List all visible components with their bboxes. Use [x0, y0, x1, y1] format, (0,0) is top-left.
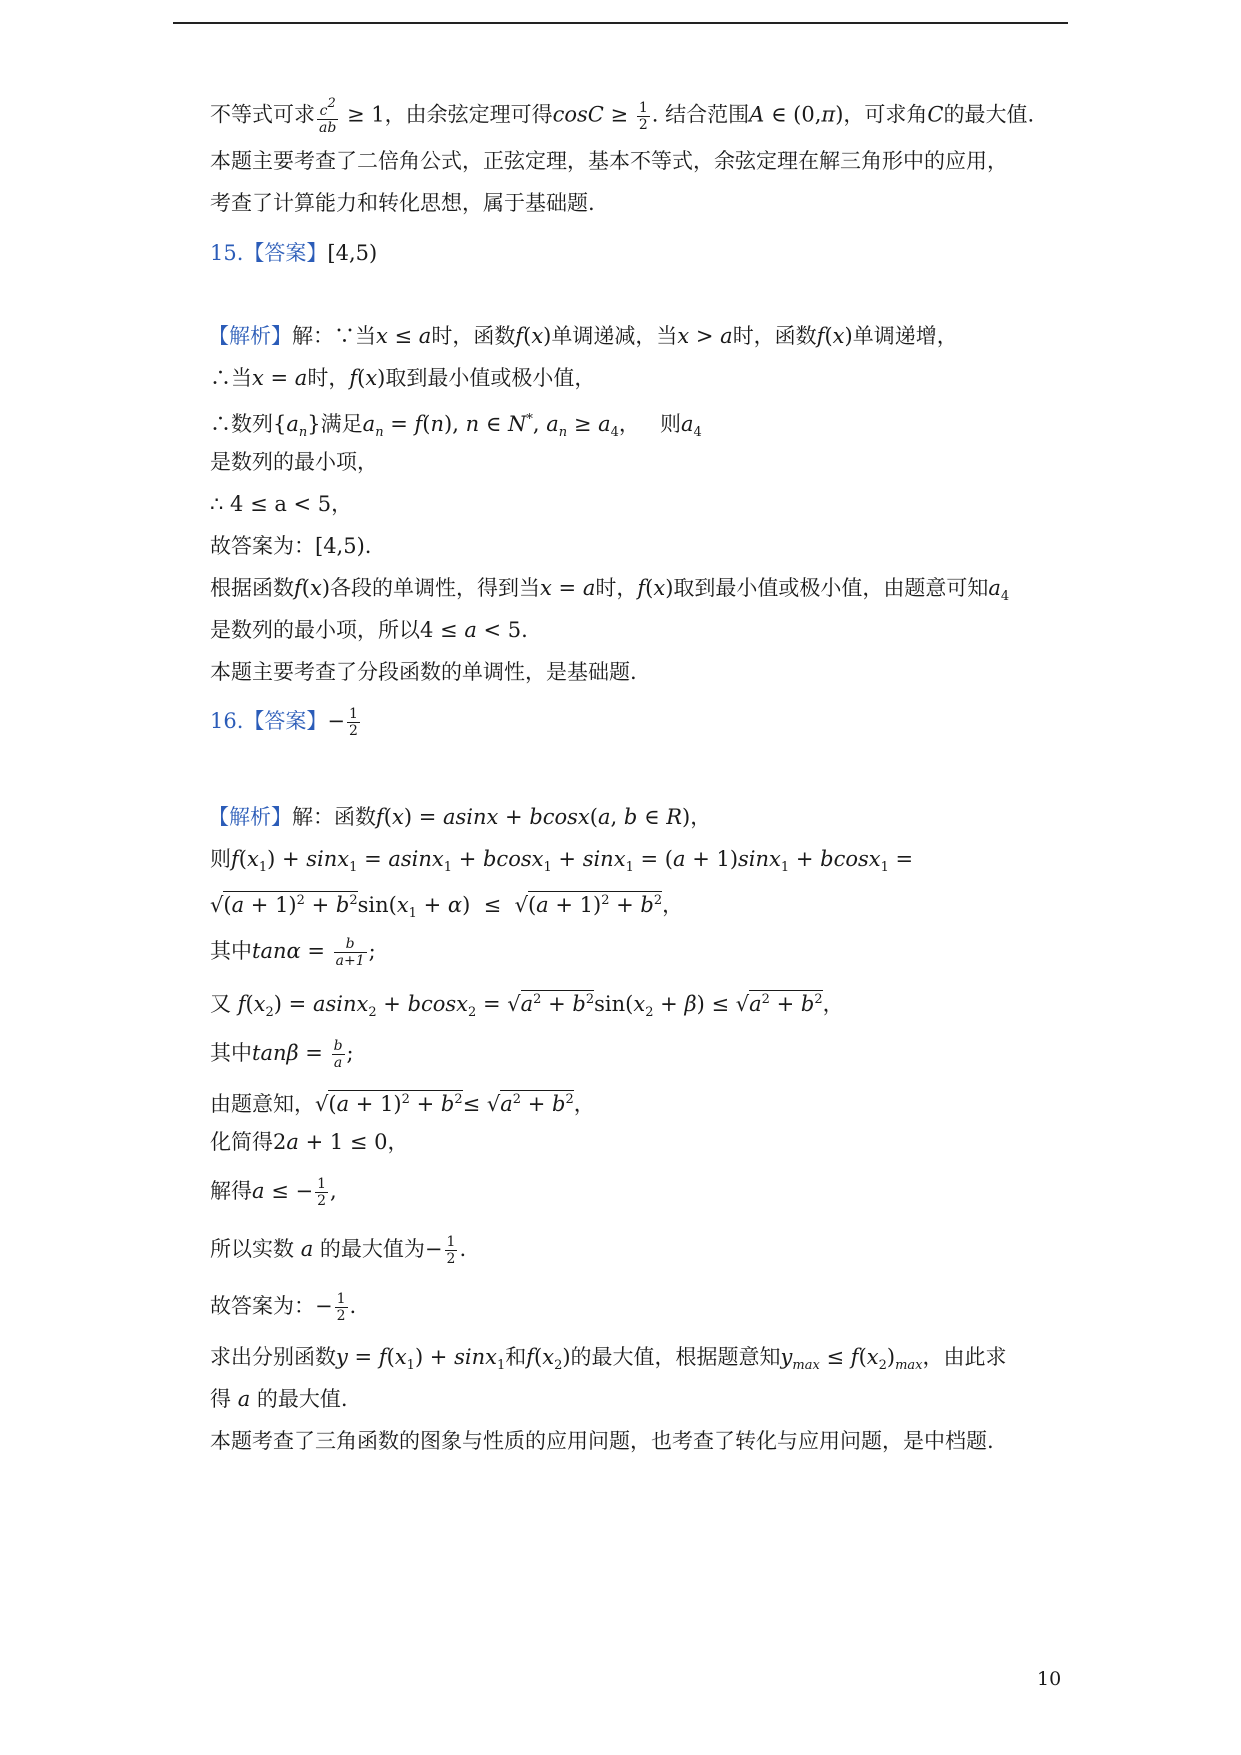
- q16-answer-line: 16.【答案】− $\frac{1}{2}$: [210, 706, 358, 739]
- q16-analysis-line-2: 则$f(x_1) + \sin x_1 = asinx_1 + bcosx_1 + \sin x_1 = (a + 1)\sin x_1 + bcosx_1$ =: [210, 847, 914, 875]
- q15-analysis-line-6: 故答案为：[4,5).: [210, 534, 372, 558]
- fraction-one-half: $\frac{1}{2}$: [446, 1234, 456, 1267]
- q16-analysis-line-12: 求出分别函数$y = f(x_1) + \sin x_1$和$f(x_2)$的最大值，根据题意知$y_{max} \le f(x_2)_{max}$，由此求: [210, 1345, 1007, 1373]
- q15-analysis-line-9: 本题主要考查了分段函数的单调性，是基础题.: [210, 660, 637, 684]
- text-line-1: 不等式可求 $\frac{c^2}{ab}$ ≥ 1，由余弦定理可得cosC ≥ $\frac{1}{2}$ . 结合范围A ∈ (0,π)，可求角C的最大值.: [210, 96, 1035, 136]
- q16-analysis-line-1: 【解析】解：函数f(x) = asinx + bcosx(a, b ∈ R)，: [208, 805, 712, 829]
- fraction-one-half: $\frac{1}{2}$: [336, 1291, 346, 1324]
- header-rule: [173, 22, 1068, 24]
- text-line-2: 本题主要考查了二倍角公式，正弦定理，基本不等式，余弦定理在解三角形中的应用，: [210, 149, 1008, 173]
- q16-analysis-line-14: 本题考查了三角函数的图象与性质的应用问题，也考查了转化与应用问题，是中档题.: [210, 1429, 994, 1453]
- q15-analysis-line-8: 是数列的最小项，所以4 ≤ a < 5.: [210, 618, 528, 642]
- fraction-one-half: $\frac{1}{2}$: [317, 1176, 326, 1209]
- q15-analysis-line-7: 根据函数f(x)各段的单调性，得到当x = a时，f(x)取到最小值或极小值，由题意可知$a_4$: [210, 576, 1010, 604]
- q15-analysis-line-5: ∴ 4 ≤ a < 5，: [210, 492, 353, 516]
- fraction-b-over-a-plus-1: $\frac{b}{a+1}$: [335, 936, 365, 969]
- q16-analysis-line-4: 其中tanα = $\frac{b}{a+1}$ ;: [210, 936, 376, 969]
- q16-analysis-line-5: 又 $f(x_2) = asinx_2 + bcosx_2 = √a^2 + b^2\sin(x_2 + \beta) \le √a^2 + b^2$，: [210, 992, 844, 1020]
- q15-analysis-line-3: ∴数列$\{a_n\}$满足$a_n = f(n)$, n ∈ N*, $a_n \ge a_4$， 则$a_4$: [210, 412, 702, 440]
- q16-analysis-line-3: $√(a + 1)^2 + b^2\sin(x_1 + \alpha) \le √(a + 1)^2 + b^2$，: [210, 893, 684, 921]
- fraction-c2-ab: $\frac{c^2}{ab}$: [319, 96, 337, 136]
- q16-analysis-line-8: 化简得2a + 1 ≤ 0，: [210, 1130, 409, 1154]
- q15-analysis-line-1: 【解析】解：∵当x ≤ a时，函数f(x)单调递减，当x > a时，函数f(x)单调递增，: [208, 324, 958, 348]
- q15-analysis-line-2: ∴当x = a时，f(x)取到最小值或极小值，: [210, 366, 596, 390]
- q15-answer-line: 15.【答案】[4,5): [210, 241, 378, 265]
- fraction-one-half: $\frac{1}{2}$: [638, 99, 648, 133]
- fraction-one-half: $\frac{1}{2}$: [349, 706, 358, 739]
- q16-analysis-line-9: 解得a ≤ − $\frac{1}{2}$ ,: [210, 1176, 337, 1209]
- fraction-b-over-a: $\frac{b}{a}$: [333, 1038, 343, 1071]
- q16-analysis-line-6: 其中tanβ = $\frac{b}{a}$ ;: [210, 1038, 354, 1071]
- q16-analysis-line-11: 故答案为：− $\frac{1}{2}$ .: [210, 1291, 357, 1324]
- q15-analysis-line-4: 是数列的最小项，: [210, 450, 378, 474]
- page-number: 10: [1037, 1668, 1062, 1690]
- q16-analysis-line-13: 得 a 的最大值.: [210, 1387, 348, 1411]
- q16-analysis-line-7: 由题意知，$√(a + 1)^2 + b^2\le √a^2 + b^2$，: [210, 1092, 595, 1116]
- text-line-3: 考查了计算能力和转化思想，属于基础题.: [210, 191, 595, 215]
- q16-analysis-line-10: 所以实数 a 的最大值为− $\frac{1}{2}$ .: [210, 1234, 467, 1267]
